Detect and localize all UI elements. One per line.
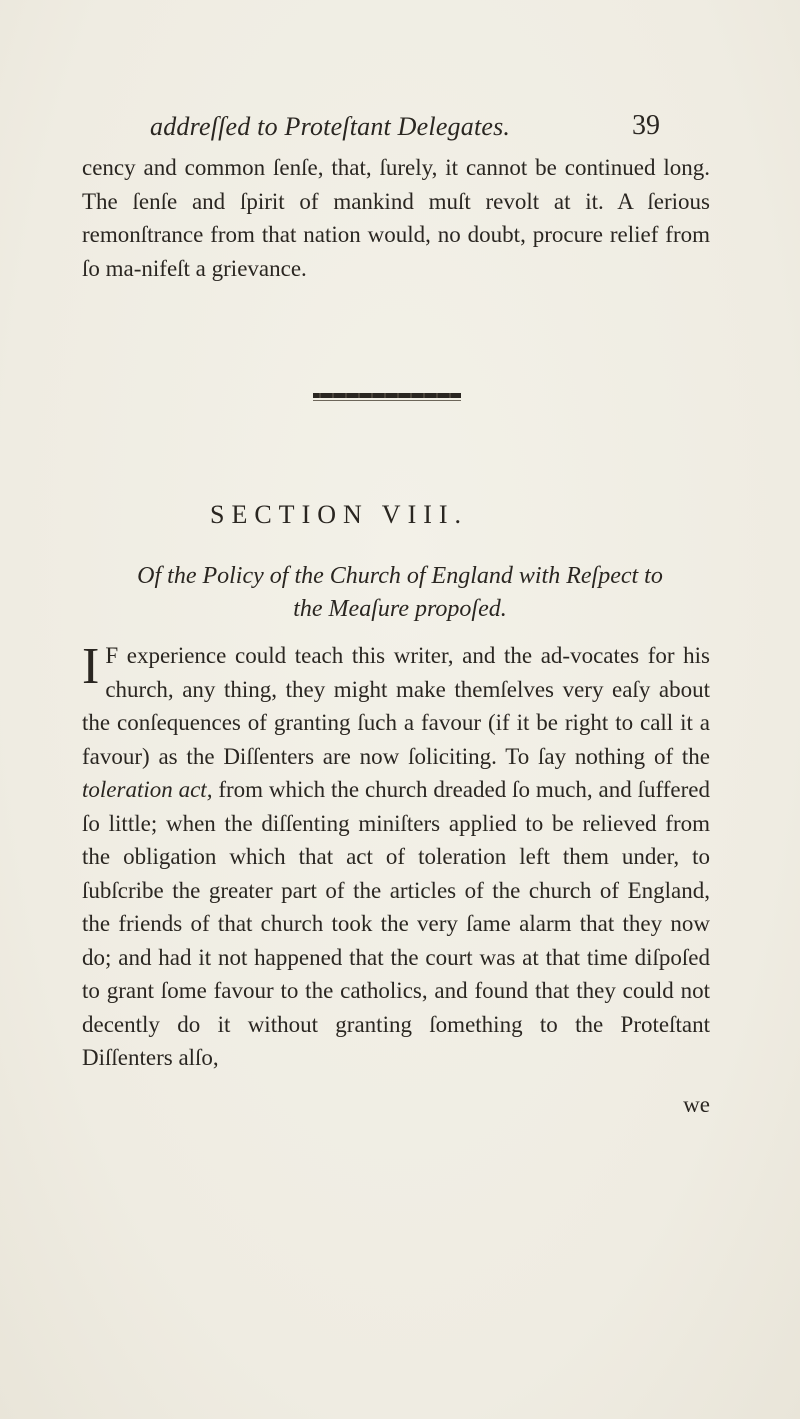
section-heading: SECTION VIII. xyxy=(210,500,469,529)
continuation-paragraph: cency and common ſenſe, that, ſurely, it cannot be continued long. The ſenſe and ſpirit of mankind muſt revolt at it. A ſerious remonſtrance from that nation would, no doubt, procure relief from ſo ma-nifeſt a grievance. xyxy=(82,155,710,281)
running-head xyxy=(150,112,660,152)
paragraph-text-part-1: F experience could teach this writer, and the ad-vocates for his church, any thing, they might make themſelves very eaſy about the conſequences of granting ſuch a favour (if it be right to call it a favour) as the Diſſenters are now ſoliciting. To ſay nothing of the xyxy=(82,643,710,769)
ornament-rule xyxy=(313,400,461,401)
drop-cap: I xyxy=(82,638,100,695)
section-subtitle xyxy=(90,560,710,626)
ornament-bar xyxy=(313,393,461,398)
running-title: addreſſed to Proteſtant Delegates. xyxy=(150,112,511,141)
section-paragraph xyxy=(82,639,710,1075)
italic-phrase: toleration act, xyxy=(82,777,213,802)
section-subtitle-line-1: Of the Policy of the Church of England with Reſpect to xyxy=(137,563,663,589)
page-number: 39 xyxy=(632,110,660,141)
catchword: we xyxy=(683,1092,710,1117)
paragraph-text-part-2: from which the church dreaded ſo much, and ſuffered ſo little; when the diſſenting miniſters applied to be relieved from the obligation which that act of toleration left them under, to ſubſcribe the greater part of the articles of the church of England, the friends of that church took the very ſame alarm that they now do; and had it not happened that the court was at that time diſpoſed to grant ſome favour to the catholics, and found that they could not decently do it without granting ſomething to the Proteſtant Diſſenters alſo, xyxy=(82,777,710,1070)
section-subtitle-line-2: the Meaſure propoſed. xyxy=(293,596,507,622)
section-divider-ornament xyxy=(313,393,461,401)
